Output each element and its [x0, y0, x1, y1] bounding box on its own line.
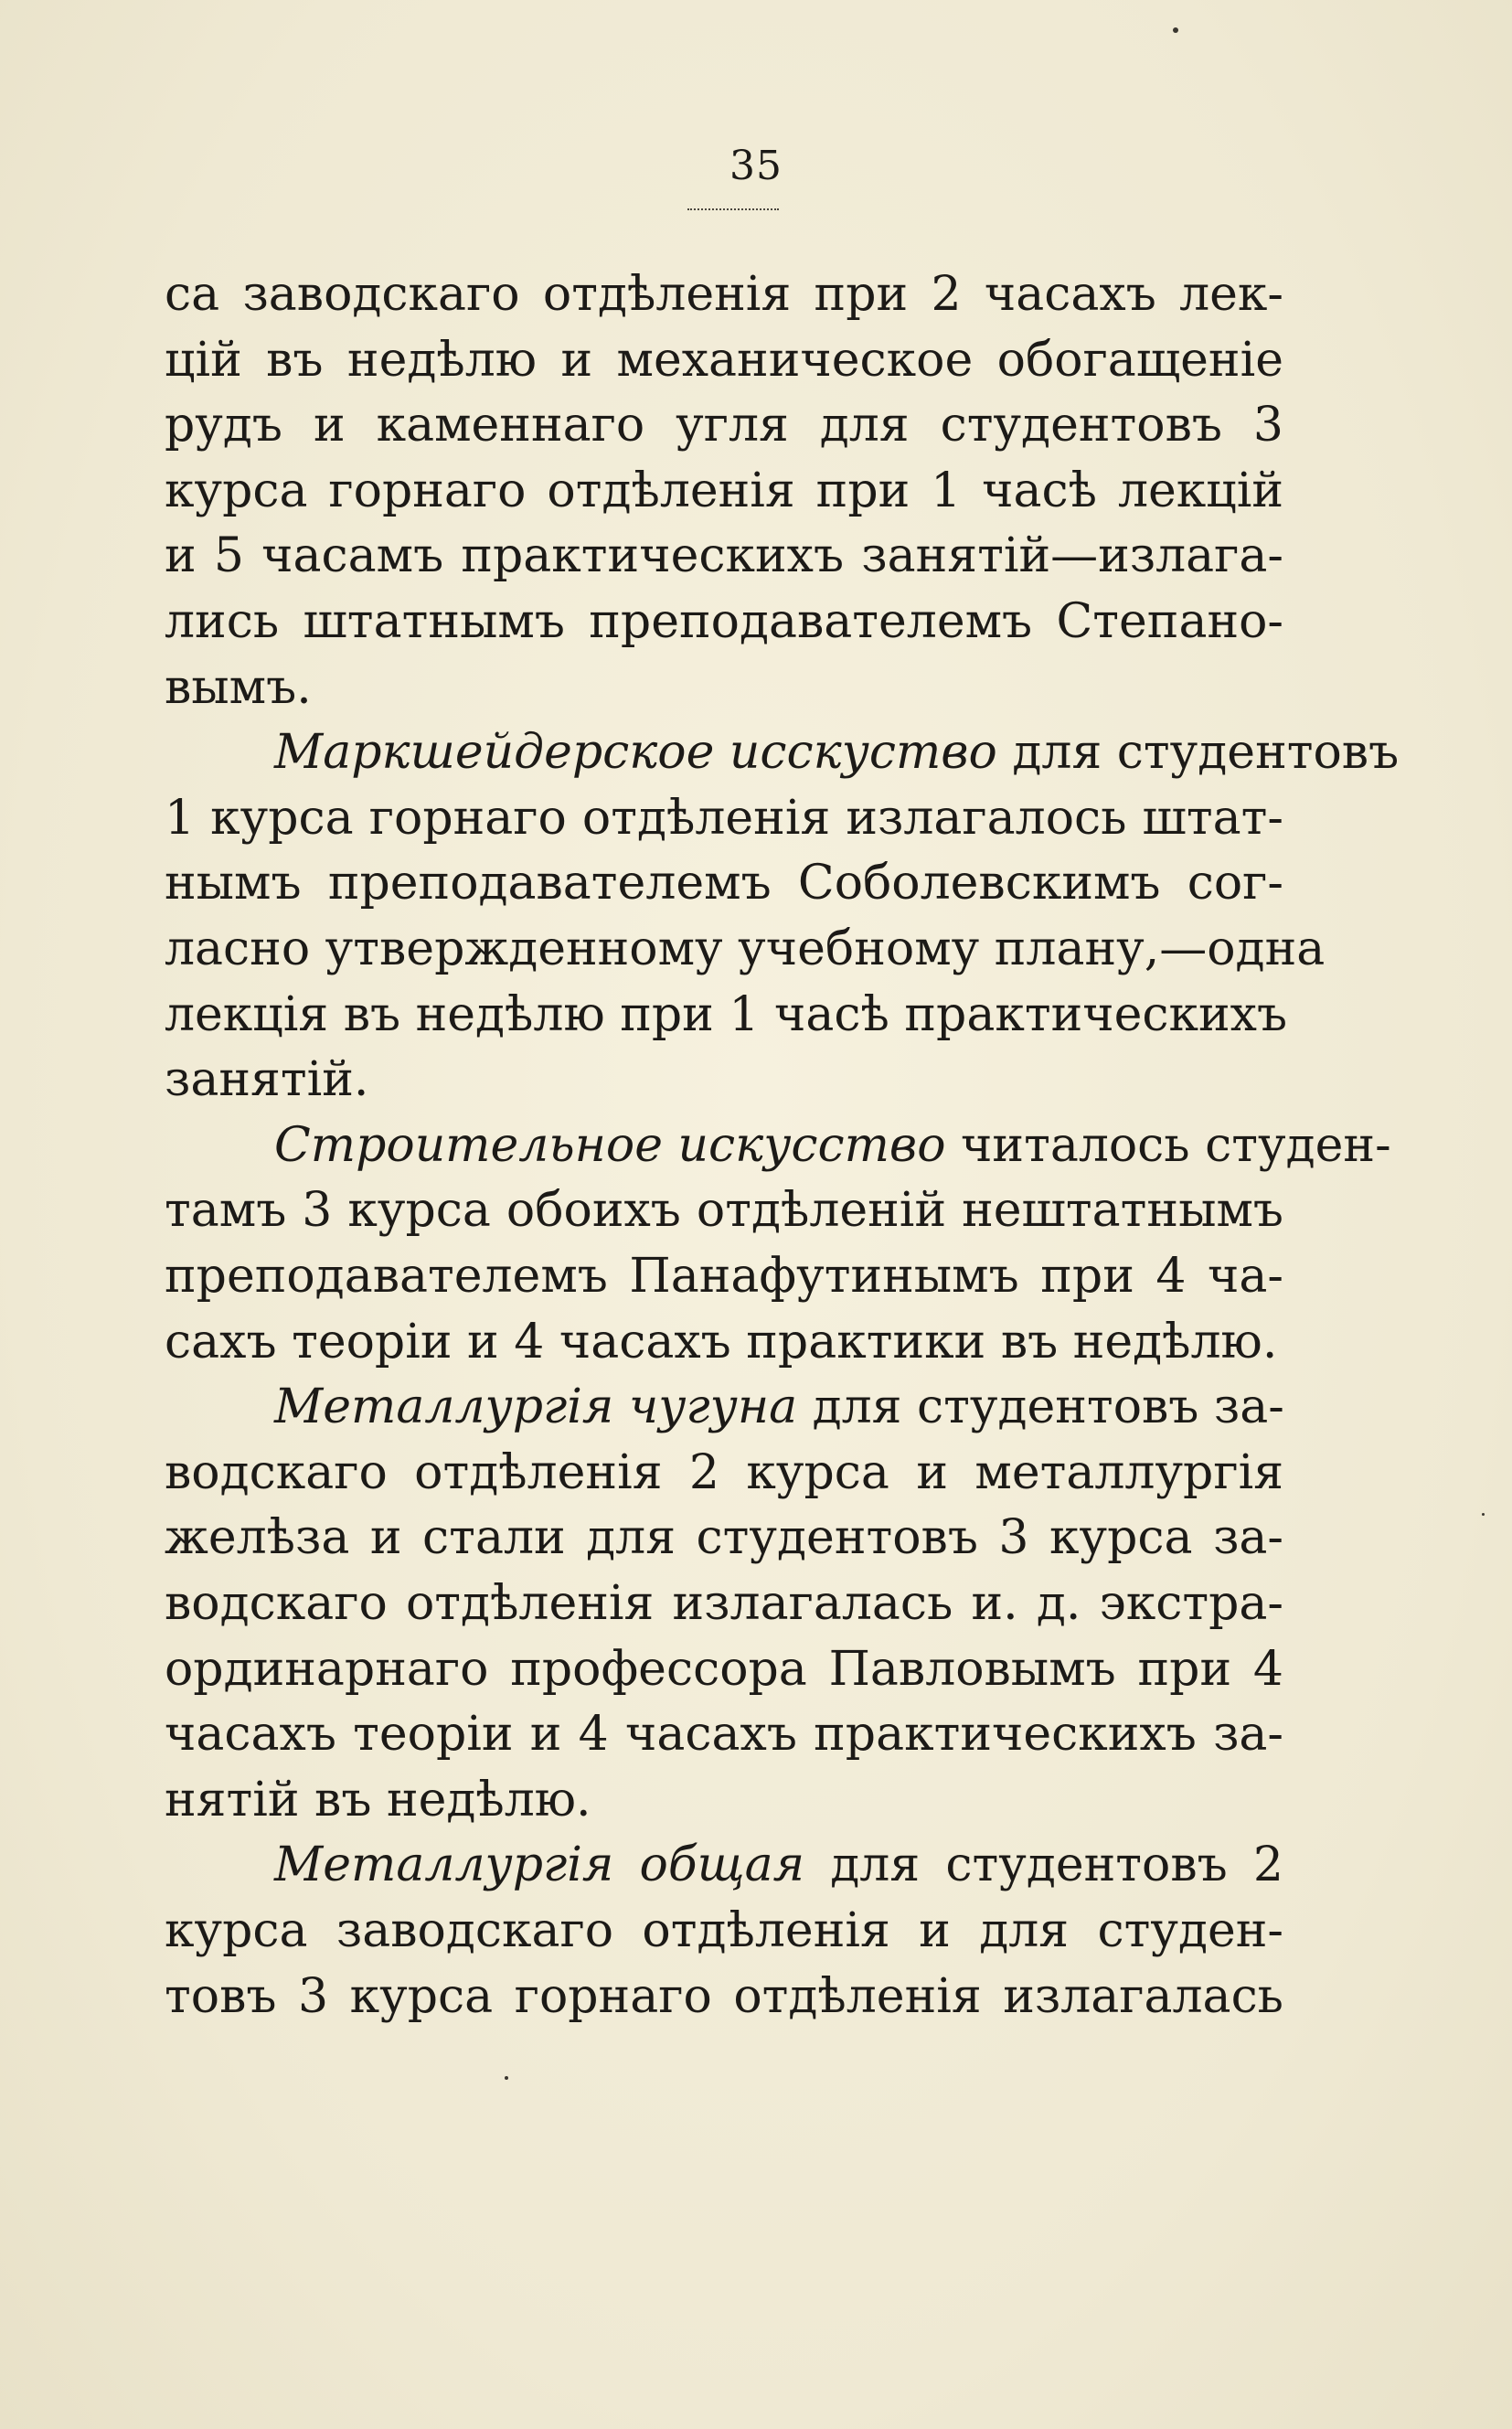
line-text: водскаго отдѣленія излагалась и. д. экстра- — [165, 1576, 1283, 1631]
text-line — [165, 1571, 1283, 1636]
text-line — [165, 458, 1283, 524]
text-line — [165, 1047, 1283, 1113]
line-text: тамъ 3 курса обоихъ отдѣленій нештатнымъ — [165, 1183, 1283, 1238]
line-text: курса заводскаго отдѣленія и для студен- — [165, 1903, 1283, 1958]
line-text: рудъ и каменнаго угля для студентовъ 3 — [165, 398, 1283, 453]
ink-speck — [1482, 1513, 1485, 1516]
line-text: для студентовъ за- — [797, 1380, 1284, 1434]
line-text: занятій. — [165, 1052, 369, 1107]
text-line — [165, 1505, 1283, 1571]
line-text: преподавателемъ Панафутинымъ при 4 ча- — [165, 1249, 1283, 1304]
line-text: 1 курса горнаго отдѣленія излагалось штат- — [165, 791, 1283, 846]
line-text: са заводскаго отдѣленія при 2 часахъ лек- — [165, 267, 1283, 322]
text-line — [165, 589, 1283, 655]
text-line — [165, 1177, 1283, 1243]
text-line — [165, 1701, 1283, 1767]
line-text: часахъ теоріи и 4 часахъ практическихъ за- — [165, 1707, 1283, 1762]
subject-title: Металлургія общая — [274, 1838, 805, 1892]
line-text: лись штатнымъ преподавателемъ Степано- — [165, 594, 1283, 649]
line-text: нятій въ недѣлю. — [165, 1773, 591, 1827]
line-text: читалось студен- — [945, 1118, 1391, 1173]
line-text: для студентовъ 2 — [804, 1838, 1283, 1892]
line-text: водскаго отдѣленія 2 курса и металлургія — [165, 1445, 1283, 1500]
line-text: для студентовъ — [996, 725, 1400, 780]
line-text: и 5 часамъ практическихъ занятій—излага- — [165, 528, 1283, 583]
subject-title: Строительное искусство — [274, 1118, 946, 1173]
text-line — [165, 1964, 1283, 2029]
text-line — [165, 982, 1288, 1048]
text-line — [165, 1309, 1283, 1375]
page-number: 35 — [729, 143, 783, 189]
paragraph-first-line — [274, 1113, 1391, 1178]
text-line — [165, 1767, 1283, 1833]
ink-speck — [505, 2076, 508, 2080]
text-line — [165, 916, 1326, 982]
line-text: ординарнаго профессора Павловымъ при 4 — [165, 1642, 1283, 1697]
line-text: ласно утвержденному учебному плану,—одна — [165, 922, 1326, 976]
paragraph-first-line — [274, 1374, 1283, 1440]
text-line — [165, 1440, 1283, 1506]
text-line — [165, 523, 1283, 589]
line-text: лекція въ недѣлю при 1 часѣ практическихъ — [165, 987, 1288, 1042]
line-text: товъ 3 курса горнаго отдѣленія излагалась — [165, 1969, 1283, 2024]
text-line — [165, 850, 1283, 916]
text-line — [165, 1243, 1283, 1309]
subject-title: Маркшейдерское исскуство — [274, 725, 997, 780]
line-text: нымъ преподавателемъ Соболевскимъ сог- — [165, 856, 1283, 911]
ink-speck — [1173, 27, 1178, 33]
line-text: сахъ теоріи и 4 часахъ практики въ недѣлю. — [165, 1315, 1278, 1369]
text-line — [165, 1898, 1283, 1964]
text-line — [165, 1636, 1283, 1702]
text-line — [165, 392, 1283, 458]
line-text: курса горнаго отдѣленія при 1 часѣ лекцій — [165, 463, 1283, 518]
subject-title: Металлургія чугуна — [274, 1380, 798, 1434]
text-line — [165, 261, 1283, 327]
line-text: цій въ недѣлю и механическое обогащеніе — [165, 333, 1283, 388]
paragraph-first-line — [274, 1832, 1283, 1898]
text-line — [165, 785, 1283, 851]
paragraph-first-line — [274, 719, 1400, 785]
text-line — [165, 655, 1283, 720]
page-number-rule — [687, 208, 779, 210]
line-text: желѣза и стали для студентовъ 3 курса за- — [165, 1510, 1283, 1565]
line-text: вымъ. — [165, 660, 312, 715]
text-line — [165, 327, 1283, 393]
